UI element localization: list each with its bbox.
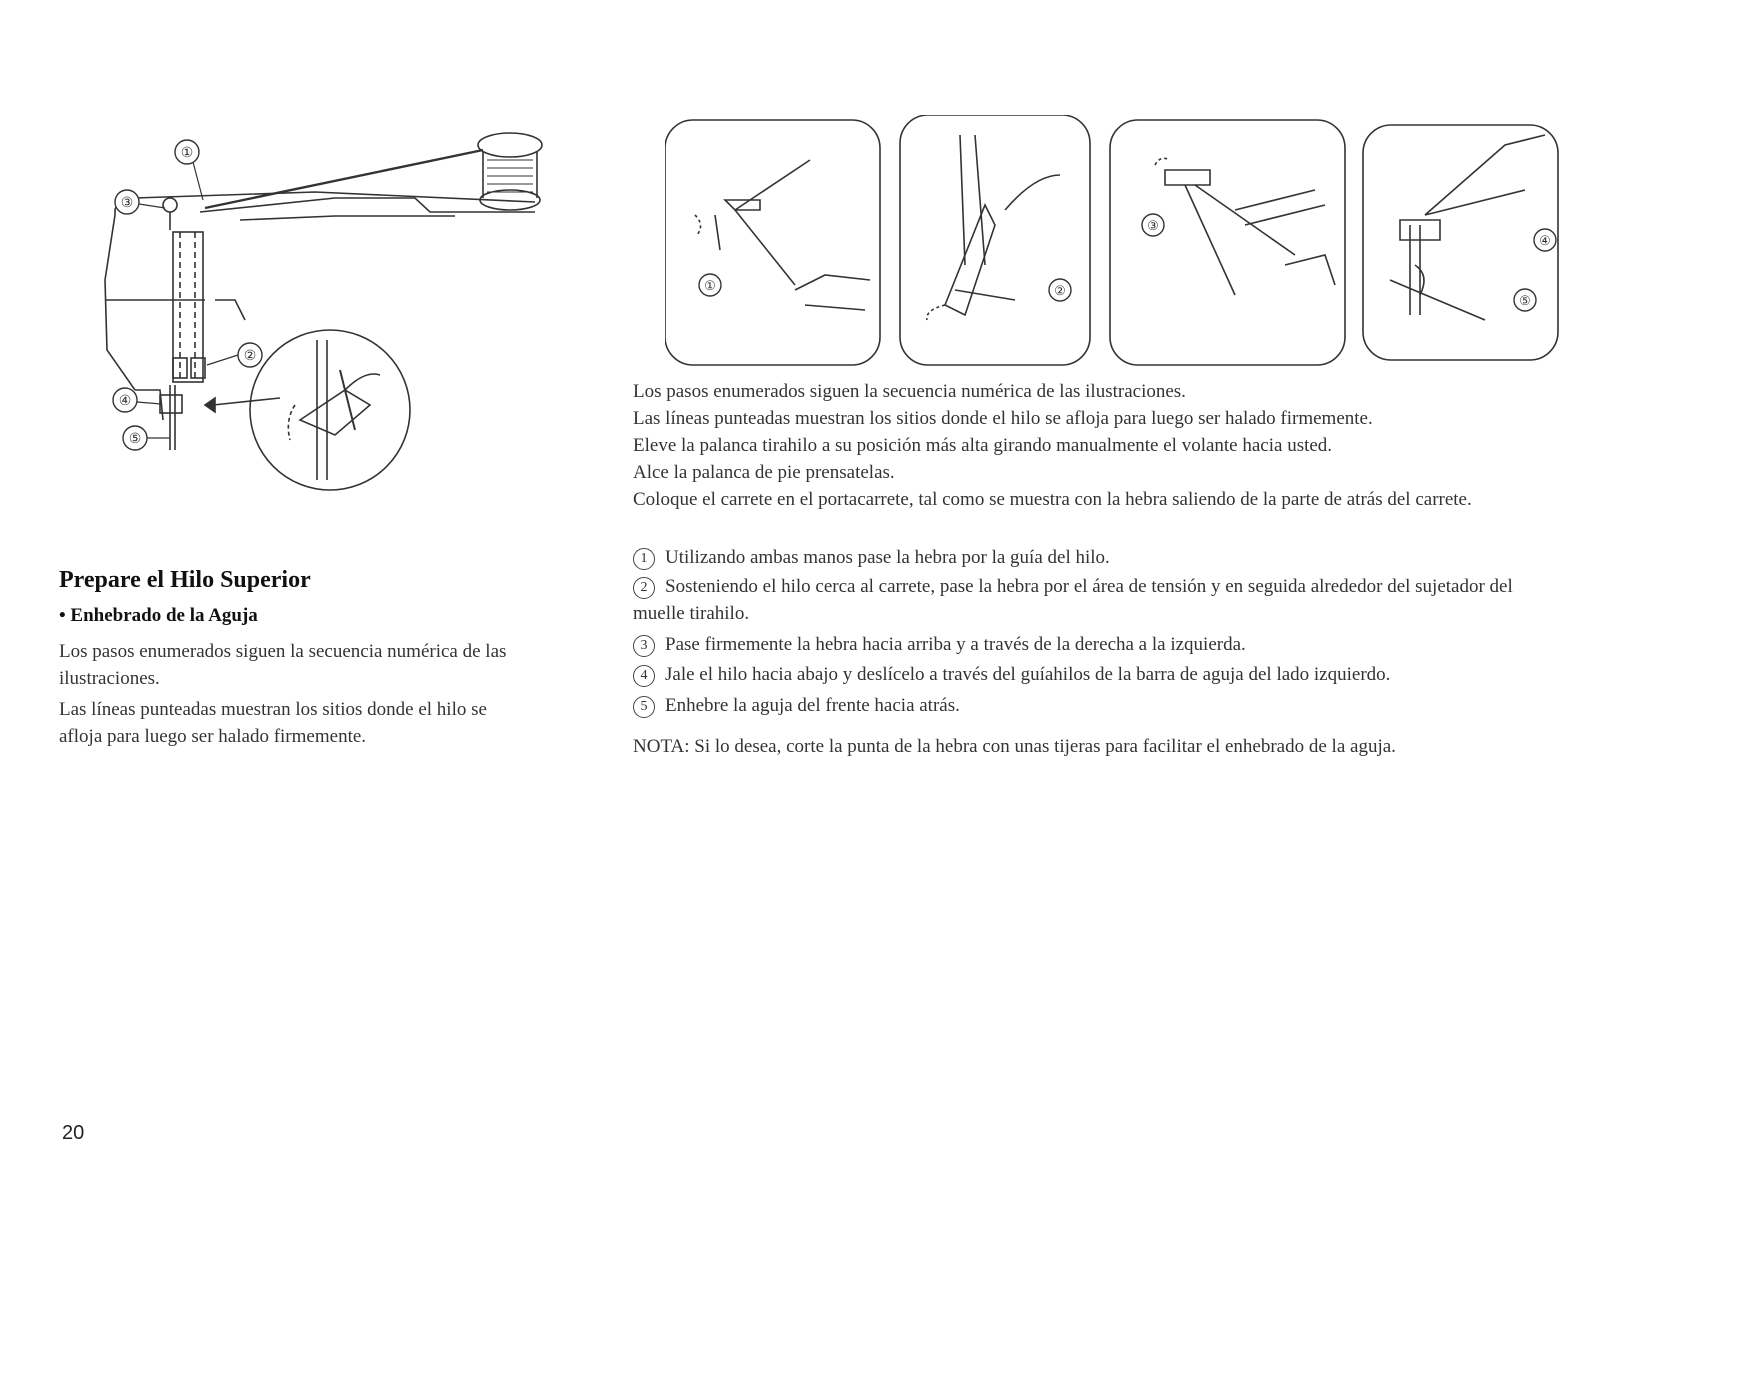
section-subtitle: • Enhebrado de la Aguja — [59, 605, 258, 626]
callout-1: ① — [180, 144, 194, 160]
step-number: 3 — [633, 635, 655, 657]
intro-line-2: Las líneas punteadas muestran los sitios donde el hilo se afloja para luego ser halado firmemente. — [633, 408, 1373, 429]
left-paragraph-1: Los pasos enumerados siguen la secuencia numérica de las ilustraciones. — [59, 641, 507, 689]
step-text: Jale el hilo hacia abajo y deslícelo a través del guíahilos de la barra de aguja del lado izquierdo. — [665, 664, 1391, 685]
intro-line-3: Eleve la palanca tirahilo a su posición más alta girando manualmente el volante hacia usted. — [633, 435, 1333, 456]
panel-3-callout: ③ — [1147, 218, 1159, 233]
step-text: Enhebre la aguja del frente hacia atrás. — [665, 695, 960, 716]
panel-2-frame — [900, 115, 1090, 365]
step-text: Pase firmemente la hebra hacia arriba y a través de la derecha a la izquierda. — [665, 634, 1246, 655]
step-4 — [633, 661, 1558, 688]
step-3 — [633, 631, 1558, 658]
callout-2: ② — [243, 347, 257, 363]
intro-line-4: Alce la palanca de pie prensatelas. — [633, 462, 895, 483]
step-text: Sosteniendo el hilo cerca al carrete, pase la hebra por el área de tensión y en seguida alrededor del sujetador del muelle tirahilo. — [633, 576, 1513, 624]
panel-2-callout: ② — [1054, 283, 1066, 298]
panel-1-callout: ① — [704, 278, 716, 293]
step-2 — [633, 573, 1558, 627]
note-text: NOTA: Si lo desea, corte la punta de la hebra con unas tijeras para facilitar el enhebrado de la aguja. — [633, 736, 1396, 757]
step-panels-illustration — [665, 115, 1565, 375]
panel-1-frame — [665, 120, 880, 365]
step-1 — [633, 544, 1558, 571]
machine-threading-illustration — [95, 120, 555, 540]
page-number: 20 — [62, 1122, 85, 1144]
step-number: 2 — [633, 577, 655, 599]
callout-5: ⑤ — [128, 430, 142, 446]
step-number: 4 — [633, 665, 655, 687]
section-title: Prepare el Hilo Superior — [59, 567, 311, 593]
step-number: 1 — [633, 548, 655, 570]
panel-4-callout-4: ④ — [1539, 233, 1551, 248]
step-5 — [633, 692, 1558, 719]
callout-4: ④ — [118, 392, 132, 408]
panel-4-callout-5: ⑤ — [1519, 293, 1531, 308]
step-text: Utilizando ambas manos pase la hebra por la guía del hilo. — [665, 547, 1110, 568]
panel-3-frame — [1110, 120, 1345, 365]
left-paragraph-2: Las líneas punteadas muestran los sitios donde el hilo se afloja para luego ser halado firmemente. — [59, 699, 487, 747]
panel-4-frame — [1363, 125, 1558, 360]
step-number: 5 — [633, 696, 655, 718]
callout-3: ③ — [120, 194, 134, 210]
intro-line-5: Coloque el carrete en el portacarrete, tal como se muestra con la hebra saliendo de la parte de atrás del carrete. — [633, 489, 1472, 510]
intro-line-1: Los pasos enumerados siguen la secuencia numérica de las ilustraciones. — [633, 381, 1186, 402]
